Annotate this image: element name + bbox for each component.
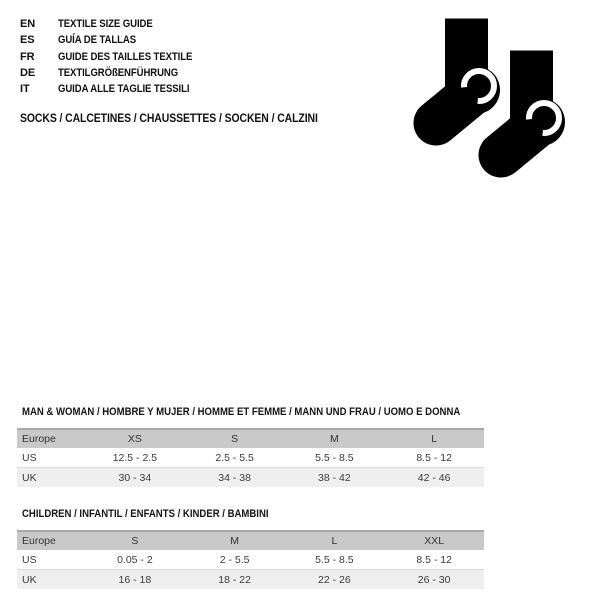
size-cell: 5.5 - 8.5 [315,553,354,566]
language-code: IT [20,83,30,96]
size-cell: 0.05 - 2 [117,553,153,566]
language-code: DE [20,67,36,80]
header-cell-size: XS [127,433,142,445]
header-cell-size: S [231,433,239,445]
table-title [17,508,484,521]
size-cell: 16 - 18 [118,573,152,586]
language-code: EN [20,18,36,31]
header-cell-region: Europe [22,433,56,445]
language-row-en [20,16,212,32]
row-label: US [22,553,37,566]
table-header-row [17,428,484,448]
language-list [20,16,212,97]
product-category-line [20,111,362,125]
size-cell: 2.5 - 5.5 [215,451,254,464]
row-label: UK [22,573,37,586]
table-title-text: MAN & WOMAN / HOMBRE Y MUJER / HOMME ET FEMME / MANN UND FRAU / UOMO E DONNA [22,406,461,418]
size-cell: 26 - 30 [417,573,451,586]
product-category-text: SOCKS / CALCETINES / CHAUSSETTES / SOCKEN / CALZINI [20,111,318,125]
table-section-man-woman [17,406,484,487]
table-title-text: CHILDREN / INFANTIL / ENFANTS / KINDER / BAMBINI [22,508,269,520]
header-cell-size: S [131,535,139,547]
language-code: ES [20,34,35,47]
row-label: UK [22,471,37,484]
size-cell: 2 - 5.5 [219,553,250,566]
size-cell: 12.5 - 2.5 [112,451,158,464]
language-row-de [20,65,212,81]
size-cell: 18 - 22 [218,573,251,586]
header-cell-size: M [230,535,239,547]
table-row-uk [17,467,484,487]
size-cell: 22 - 26 [318,573,351,586]
table-header-row [17,530,484,550]
header-cell-size: L [331,535,338,547]
language-row-es [20,32,212,48]
row-label: US [22,451,37,464]
header-cell-size: L [431,433,438,445]
header-cell-size: XXL [424,535,445,547]
size-cell: 38 - 42 [318,471,351,484]
language-label: GUIDE DES TAILLES TEXTILE [58,50,193,63]
size-table-children [17,530,484,589]
size-cell: 34 - 38 [218,471,251,484]
language-label: TEXTILGRÖßENFÜHRUNG [58,67,179,80]
size-cell: 5.5 - 8.5 [315,451,354,464]
table-row-us [17,550,484,569]
language-row-fr [20,49,212,65]
language-label: GUIDA ALLE TAGLIE TESSILI [58,83,190,96]
table-row-uk [17,569,484,589]
table-section-children [17,508,484,589]
language-label: GUÍA DE TALLAS [58,34,137,47]
table-row-us [17,448,484,467]
size-cell: 8.5 - 12 [416,553,452,566]
language-code: FR [20,50,35,63]
socks-icon [400,10,580,190]
table-title [17,406,484,419]
size-cell: 30 - 34 [118,471,152,484]
size-cell: 8.5 - 12 [416,451,452,464]
language-label: TEXTILE SIZE GUIDE [58,18,153,31]
language-row-it [20,81,212,97]
header-cell-size: M [330,433,339,445]
size-table-man-woman [17,428,484,487]
size-cell: 42 - 46 [417,471,451,484]
header-cell-region: Europe [22,535,56,547]
